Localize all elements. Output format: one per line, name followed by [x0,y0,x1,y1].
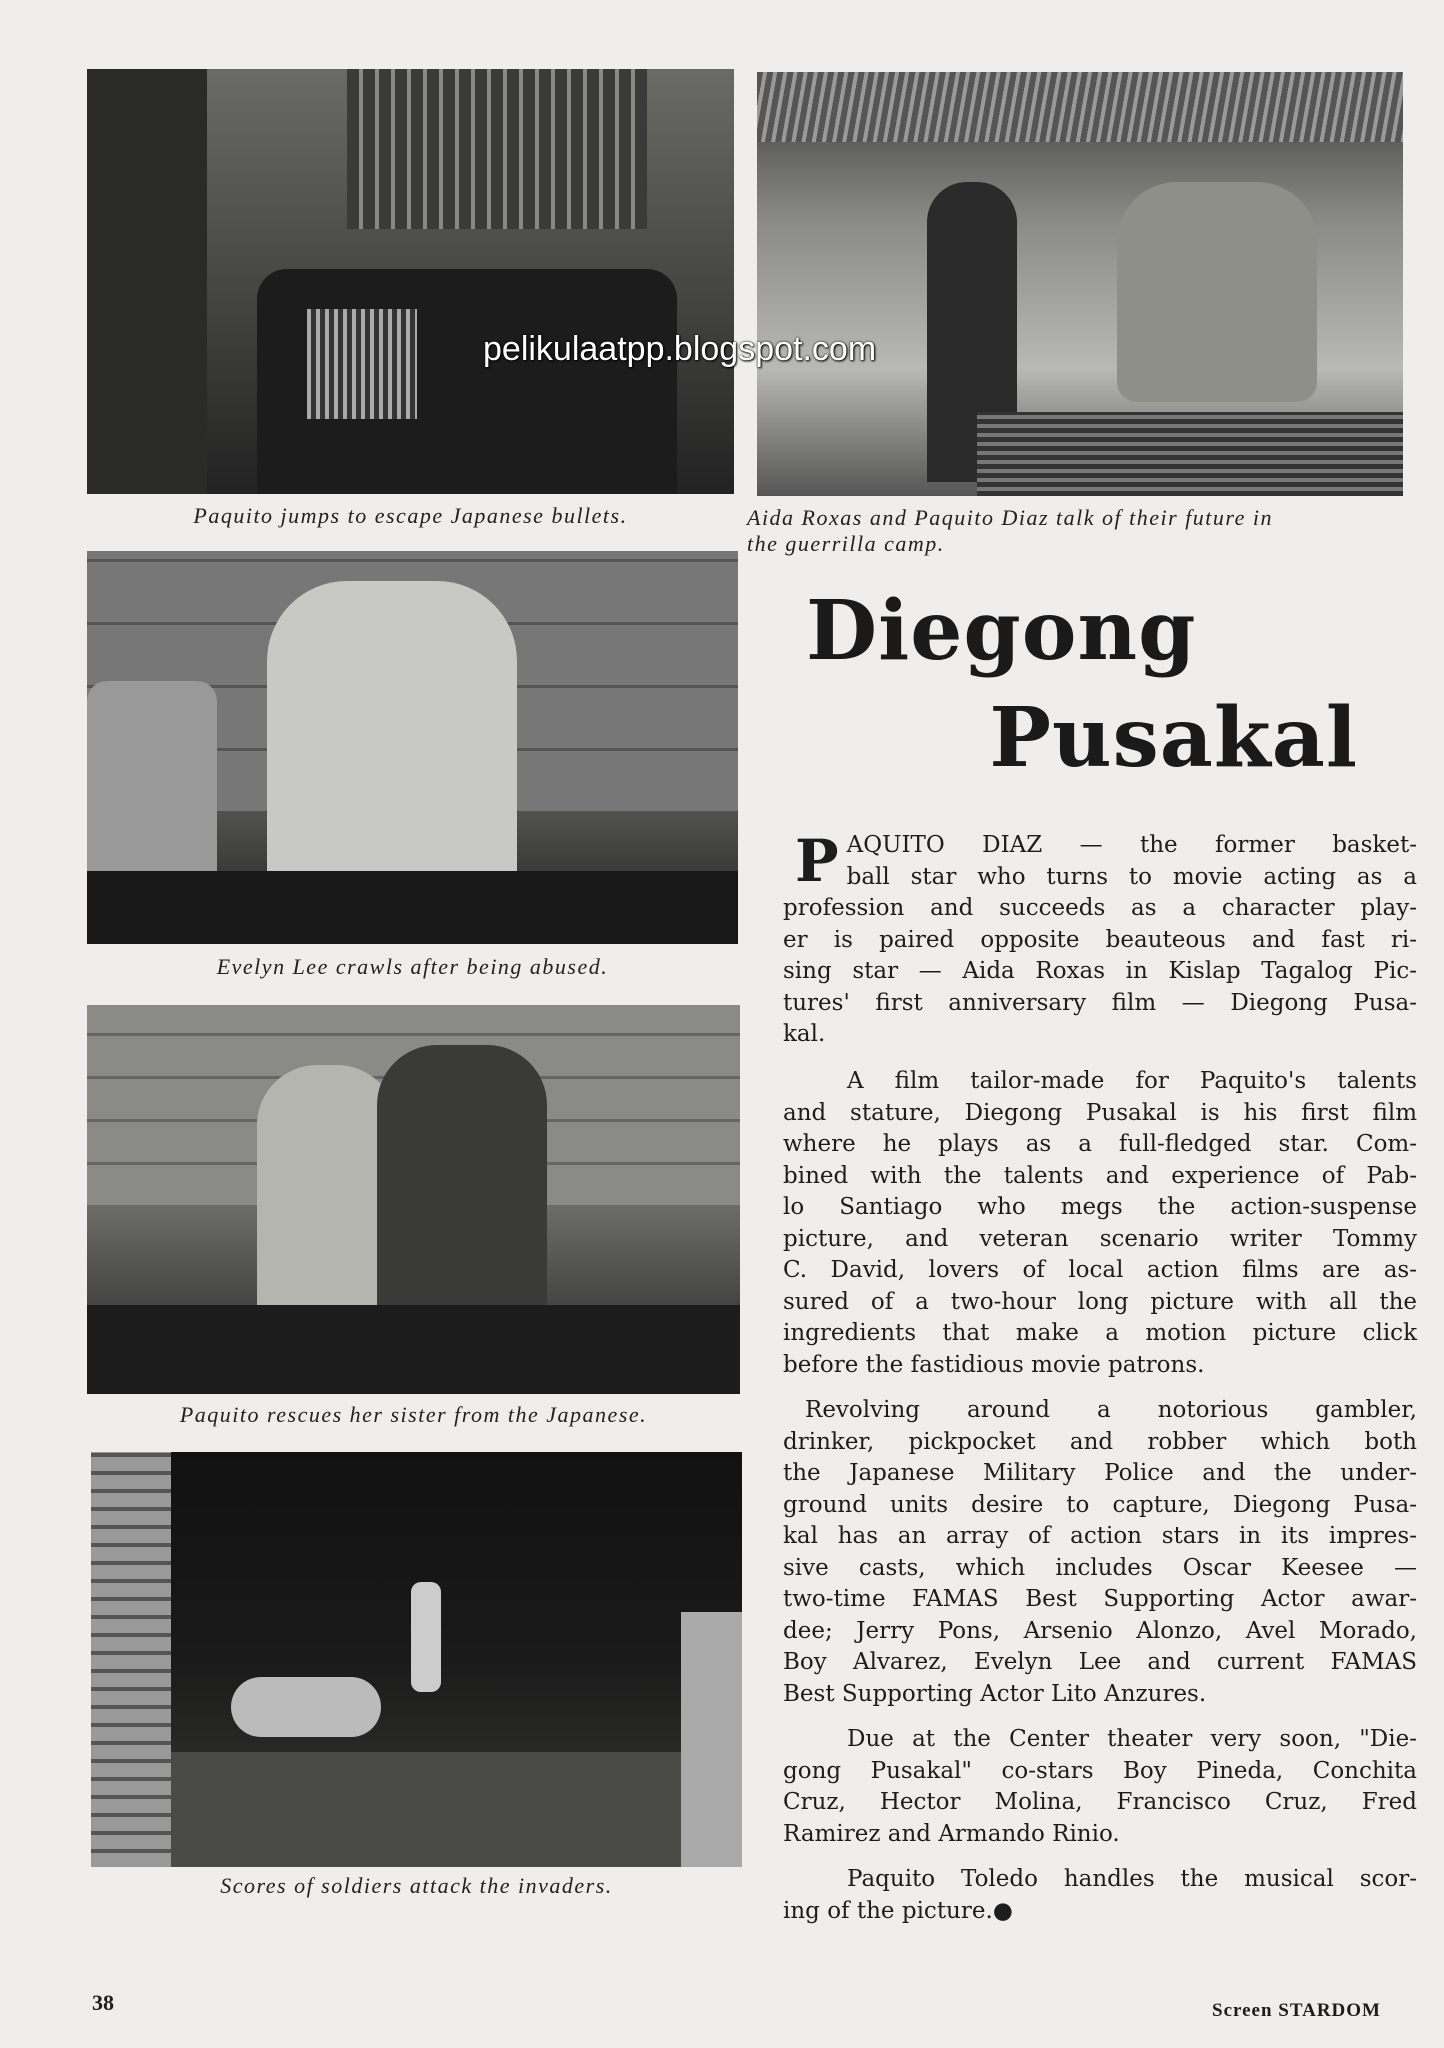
text-line: where he plays as a full-fledged star. Com- [783,1131,1417,1157]
text-line: and stature, Diegong Pusakal is his first film [783,1099,1417,1126]
text-line: ing of the picture.● [783,1897,1013,1924]
photo-caption: Paquito rescues her sister from the Japanese. [179,1402,648,1427]
article-paragraph [783,1724,1417,1850]
magazine-prefix: Screen [1212,2000,1273,2021]
text-line: sive casts, which includes Oscar Keesee — [783,1554,1417,1581]
photo-caption [747,505,1427,557]
text-line: kal. [783,1021,826,1047]
article-paragraph [783,1864,1417,1927]
photo-caption: Paquito jumps to escape Japanese bullets. [193,503,628,528]
text-line: Ramirez and Armando Rinio. [783,1820,1120,1847]
text-line: C. David, lovers of local action films are as- [783,1257,1417,1283]
photo-guerrilla-camp [757,72,1403,496]
text-line: Best Supporting Actor Lito Anzures. [783,1680,1207,1707]
text-line: drinker, pickpocket and robber which both [783,1428,1417,1455]
text-line: kal has an array of action stars in its impres- [783,1523,1417,1549]
text-line: tures' first anniversary film — Diegong Pusa- [783,989,1417,1016]
article-title-line2: Pusakal [989,690,1358,786]
text-line: the Japanese Military Police and the under- [783,1460,1417,1486]
text-line: Boy Alvarez, Evelyn Lee and current FAMAS [783,1649,1417,1675]
watermark: pelikulaatpp.blogspot.com [483,330,877,368]
text-line: ground units desire to capture, Diegong Pusa- [783,1491,1417,1518]
text-line: er is paired opposite beauteous and fast ri- [783,926,1417,953]
text-line: two-time FAMAS Best Supporting Actor awar- [783,1586,1417,1612]
photo-caption: Evelyn Lee crawls after being abused. [216,954,609,979]
caption-line: the guerrilla camp. [747,531,945,556]
text-line: Revolving around a notorious gambler, [805,1397,1417,1423]
text-line: sing star — Aida Roxas in Kislap Tagalog Pic- [783,958,1417,984]
article-paragraph [783,1066,1417,1381]
drop-cap: P [795,827,839,895]
text-line: picture, and veteran scenario writer Tommy [783,1225,1417,1252]
photo-rescue [87,1005,740,1394]
text-line: A film tailor-made for Paquito's talents [847,1068,1417,1094]
caption-line: Aida Roxas and Paquito Diaz talk of their future in [747,505,1274,530]
article-paragraph [783,827,1417,1051]
text-line: AQUITO DIAZ — the former basket- [846,832,1417,858]
magazine-title: STARDOM [1278,2000,1381,2021]
photo-evelyn-crawls [87,551,738,944]
text-line: bined with the talents and experience of Pab- [783,1162,1417,1189]
text-line: Paquito Toledo handles the musical scor- [847,1866,1417,1892]
photo-soldiers-attack [91,1452,742,1867]
text-line: sured of a two-hour long picture with all the [783,1288,1417,1315]
photo-caption: Scores of soldiers attack the invaders. [220,1873,613,1898]
text-line: before the fastidious movie patrons. [783,1351,1205,1378]
text-line: ball star who turns to movie acting as a [846,863,1417,890]
text-line: lo Santiago who megs the action-suspense [783,1194,1417,1220]
text-line: ingredients that make a motion picture click [783,1320,1417,1346]
text-line: dee; Jerry Pons, Arsenio Alonzo, Avel Morado, [783,1617,1417,1644]
article-paragraph [783,1395,1417,1710]
text-line: profession and succeeds as a character play- [783,895,1417,921]
text-line: Due at the Center theater very soon, "Die- [847,1726,1417,1752]
text-line: gong Pusakal" co-stars Boy Pineda, Conchita [783,1757,1417,1784]
page-number: 38 [92,1990,114,2015]
photo-truck-escape [87,69,734,494]
magazine-name [1212,2000,1381,2022]
article-title-line1: Diegong [806,583,1197,679]
text-line: Cruz, Hector Molina, Francisco Cruz, Fred [783,1789,1417,1815]
